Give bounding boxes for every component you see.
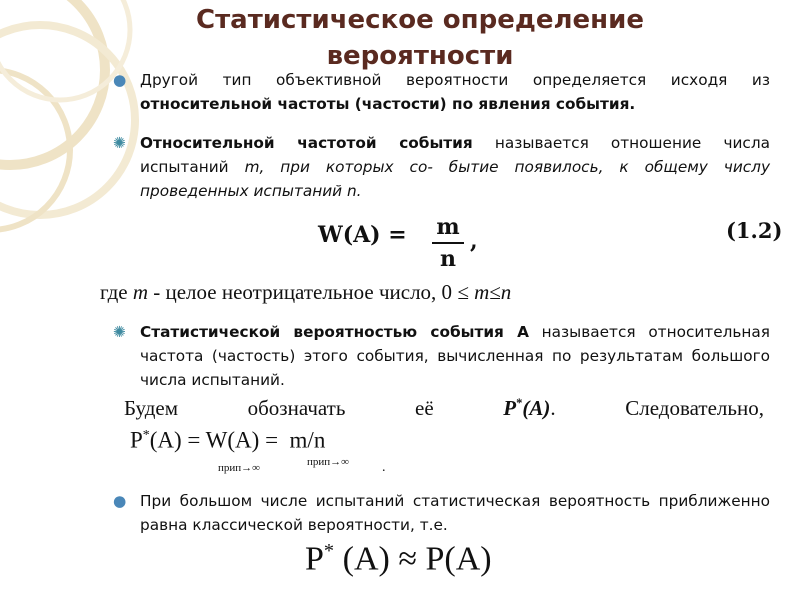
- denote-w1: Будем: [124, 396, 179, 420]
- bullet-gear-icon: ✺: [113, 323, 126, 341]
- equation-number: (1.2): [726, 218, 783, 243]
- where-n: n: [500, 280, 512, 304]
- fraction-denominator: n: [440, 246, 456, 272]
- denote-p-letter: P: [503, 396, 517, 420]
- limit-dot: .: [382, 460, 386, 475]
- denote-w4: Следовательно,: [625, 396, 764, 420]
- where-text1: где: [100, 280, 133, 304]
- paragraph-relative-frequency: [140, 131, 770, 203]
- fraction-numerator: m: [436, 214, 460, 240]
- denote-star: *: [516, 396, 523, 410]
- where-le2: ≤: [489, 280, 501, 304]
- p3-bold: Статистической вероятностью события А: [140, 323, 529, 341]
- final-p: P: [305, 540, 324, 578]
- formula2-star: *: [142, 427, 150, 442]
- p4-text: При большом числе испытаний статистическая вероятность приближенно равна классической вероятности, т.е.: [140, 492, 770, 534]
- formula-approx: [305, 540, 492, 578]
- formula2-rest: (A) = W(A) = m/n: [149, 427, 326, 453]
- p2-italic: , при которых со- бытие появилось, к общему числу проведенных испытаний n.: [140, 158, 770, 200]
- formula-w: W(A): [318, 222, 381, 248]
- p2-bold: Относительной частотой события: [140, 134, 473, 152]
- denote-w3: её: [415, 396, 434, 420]
- fraction-bar: [432, 242, 464, 244]
- denote-w2: обозначать: [247, 396, 346, 420]
- limit-sub-1: прип→∞: [218, 462, 261, 474]
- p3-rest: называется относительная частота (частость) этого события, вычисленная по результатам большого числа испытаний.: [140, 323, 770, 389]
- p2-m: m: [244, 158, 260, 176]
- formula-fraction: [432, 214, 464, 272]
- limit-sub-2: прип→∞: [307, 456, 350, 468]
- bullet-dot-icon: ●: [113, 71, 127, 89]
- bullet-gear-icon: ✺: [113, 134, 126, 152]
- where-line: [100, 280, 511, 305]
- final-rest: (A) ≈ P(A): [334, 540, 492, 578]
- formula-eq: =: [388, 222, 407, 248]
- p1-bold: относительной частоты (частости) по явления события.: [140, 95, 636, 113]
- denote-p: [503, 396, 555, 421]
- paragraph-other-type: [140, 68, 770, 116]
- where-m: m: [132, 280, 148, 304]
- where-le1: ≤: [457, 280, 469, 304]
- formula-comma: ,: [470, 228, 478, 254]
- final-star: *: [323, 540, 335, 562]
- p2-rest: называется отношение числа испытаний: [140, 134, 770, 176]
- paragraph-statistical-probability: [140, 320, 770, 392]
- p1-lead: Другой тип объективной вероятности определяется исходя из: [140, 71, 770, 89]
- formula-w-lhs: [318, 222, 407, 248]
- page-title: Статистическое определение вероятности: [196, 5, 644, 71]
- denote-pa: (A): [522, 396, 551, 420]
- denote-line: [124, 396, 764, 421]
- where-text2: - целое неотрицательное число, 0: [148, 280, 458, 304]
- formula2-p: P: [130, 427, 143, 453]
- denote-dot: .: [550, 396, 556, 420]
- where-m2: m: [468, 280, 490, 304]
- formula-limit: [130, 427, 325, 454]
- paragraph-large-number: [140, 489, 770, 537]
- bullet-dot-icon: ●: [113, 492, 127, 510]
